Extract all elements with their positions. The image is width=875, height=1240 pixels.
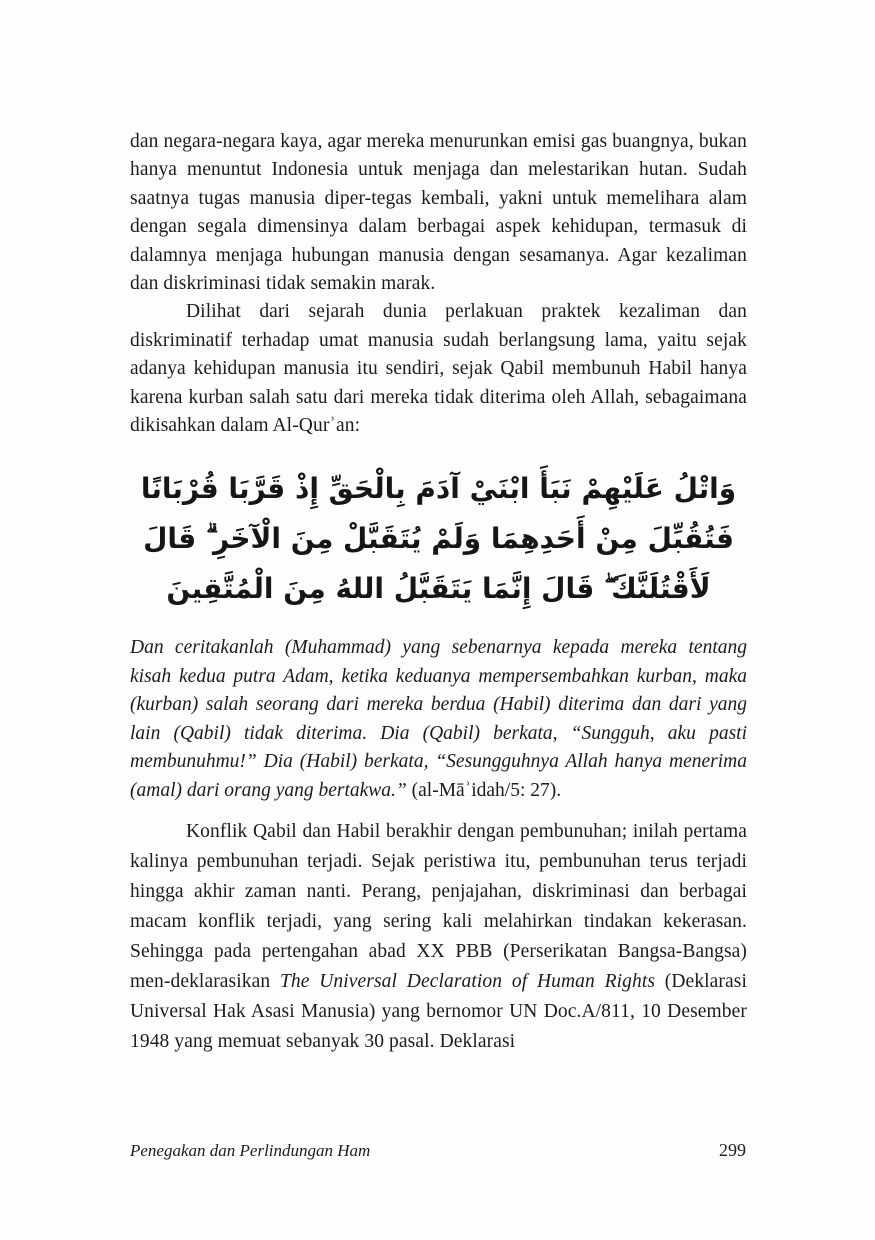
verse-translation [130,634,747,804]
paragraph-conflict [130,817,747,1057]
paragraph-conflict-text-b: (Deklarasi Universal Hak Asasi Manusia) yang bernomor UN Doc.A/811, 10 Desember 1948 yang memuat sebanyak 30 pasal. Deklarasi [130,970,747,1052]
paragraph-conflict-text-a: Konflik Qabil dan Habil berakhir dengan pembunuhan; inilah pertama kalinya pembunuhan terjadi. Sejak peristiwa itu, pembunuhan terus terjadi hingga akhir zaman nanti. Perang, penjajahan, diskriminasi dan berbagai macam konflik terjadi, yang sering kali melahirkan tindakan kekerasan. Sehingga pada pertengahan abad XX PBB (Perserikatan Bangsa-Bangsa) men-deklarasikan [130,820,747,992]
page-number: 299 [719,1140,746,1160]
paragraph-history: Dilihat dari sejarah dunia perlakuan praktek kezaliman dan diskriminatif terhadap umat manusia sudah berlangsung lama, yaitu sejak adanya kehidupan manusia itu sendiri, sejak Qabil membunuh Habil hanya karena kurban salah satu dari mereka tidak diterima oleh Allah, sebagaimana dikisahkan dalam Al-Qurʾan: [130,301,747,437]
translation-italic-text: Dan ceritakanlah (Muhammad) yang sebenarnya kepada mereka tentang kisah kedua putra Adam, ketika keduanya mempersembahkan kurban, maka (kurban) salah seorang dari mereka berdua (Habil) diterima dan dari yang lain (Qabil) tidak diterima. Dia (Qabil) berkata, “Sungguh, aku pasti membunuhmu!” Dia (Habil) berkata, “Sesungguhnya Allah hanya menerima (amal) dari orang yang bertakwa.” [130,637,747,801]
running-footer-title: Penegakan dan Perlindungan Ham [130,1141,371,1160]
udhr-title-italic: The Universal Declaration of Human Rights [279,970,656,992]
quran-verse-arabic: وَاتْلُ عَلَيْهِمْ نَبَأَ ابْنَيْ آدَمَ بِالْحَقِّ إِذْ قَرَّبَا قُرْبَانًا فَتُقُبِّلَ مِنْ أَحَدِهِمَا وَلَمْ يُتَقَبَّلْ مِنَ الْآخَرِ ۗ قَالَ لَأَقْتُلَنَّكَ ۖ قَالَ إِنَّمَا يَتَقَبَّلُ اللهُ مِنَ الْمُتَّقِينَ [140,472,737,606]
page-footer [130,1140,746,1161]
paragraph-continuation: dan negara-negara kaya, agar mereka menurunkan emisi gas buangnya, bukan hanya menuntut Indonesia untuk menjaga dan melestarikan hutan. Sudah saatnya tugas manusia diper-tegas kembali, yakni untuk memelihara alam dengan segala dimensinya dalam berbagai aspek kehidupan, termasuk di dalamnya menjaga hubungan manusia dengan sesamanya. Agar kezaliman dan diskriminasi tidak semakin marak. [130,131,747,295]
verse-citation: (al-Māʾidah/5: 27). [406,779,562,801]
page-content [130,128,747,1057]
